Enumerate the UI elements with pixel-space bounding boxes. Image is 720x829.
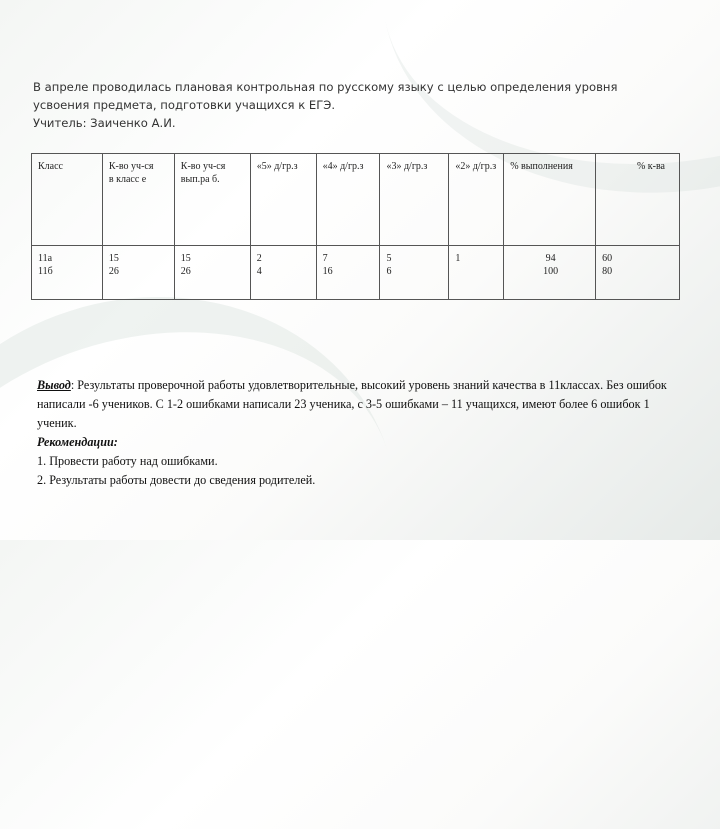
recommendations-label: Рекомендации:: [37, 435, 118, 449]
conclusion-label: Вывод: [37, 378, 71, 392]
header-students-did-work: К-во уч-ся вып.ра б.: [174, 154, 250, 246]
teacher-line: Учитель: Заиченко А.И.: [33, 116, 176, 130]
header-grade-5: «5» д/гр.з: [250, 154, 316, 246]
pct-done-cell: 94 100: [504, 246, 596, 300]
grade-4-cell: 7 16: [316, 246, 380, 300]
grade-3-cell: 5 6: [380, 246, 449, 300]
header-students-in-class: К-во уч-ся в класс е: [102, 154, 174, 246]
header-class: Класс: [32, 154, 103, 246]
conclusion-block: [37, 376, 677, 490]
header-row: [32, 154, 680, 246]
grade-5-cell: 2 4: [250, 246, 316, 300]
table-row: [32, 246, 680, 300]
header-pct-quality: % к-ва: [596, 154, 680, 246]
grade-2-cell: 1: [449, 246, 504, 300]
pct-quality-cell: 60 80: [596, 246, 680, 300]
intro-line: усвоения предмета, подготовки учащихся к ЕГЭ.: [33, 98, 336, 112]
conclusion-paragraph: [37, 376, 677, 433]
results-table: [31, 153, 680, 300]
background-swoosh: [0, 231, 458, 829]
intro-line: В апреле проводилась плановая контрольная по русскому языку с целью определения уровня: [33, 80, 618, 94]
header-grade-2: «2» д/гр.з: [449, 154, 504, 246]
recommendation-item: 2. Результаты работы довести до сведения родителей.: [37, 473, 316, 487]
intro-text: [33, 78, 693, 132]
did-work-cell: 15 26: [174, 246, 250, 300]
class-cell: 11а 11б: [32, 246, 103, 300]
conclusion-text: : Результаты проверочной работы удовлетворительные, высокий уровень знаний качества в 11классах. Без ошибок написали -6 учеников. С 1-2 ошибками написали 23 ученика, с 3-5 ошибками – 11 учащихся, имеют более 6 ошибок 1 ученик.: [37, 378, 667, 430]
recommendation-item: 1. Провести работу над ошибками.: [37, 454, 218, 468]
header-pct-done: % выполнения: [504, 154, 596, 246]
header-grade-3: «3» д/гр.з: [380, 154, 449, 246]
in-class-cell: 15 26: [102, 246, 174, 300]
header-grade-4: «4» д/гр.з: [316, 154, 380, 246]
